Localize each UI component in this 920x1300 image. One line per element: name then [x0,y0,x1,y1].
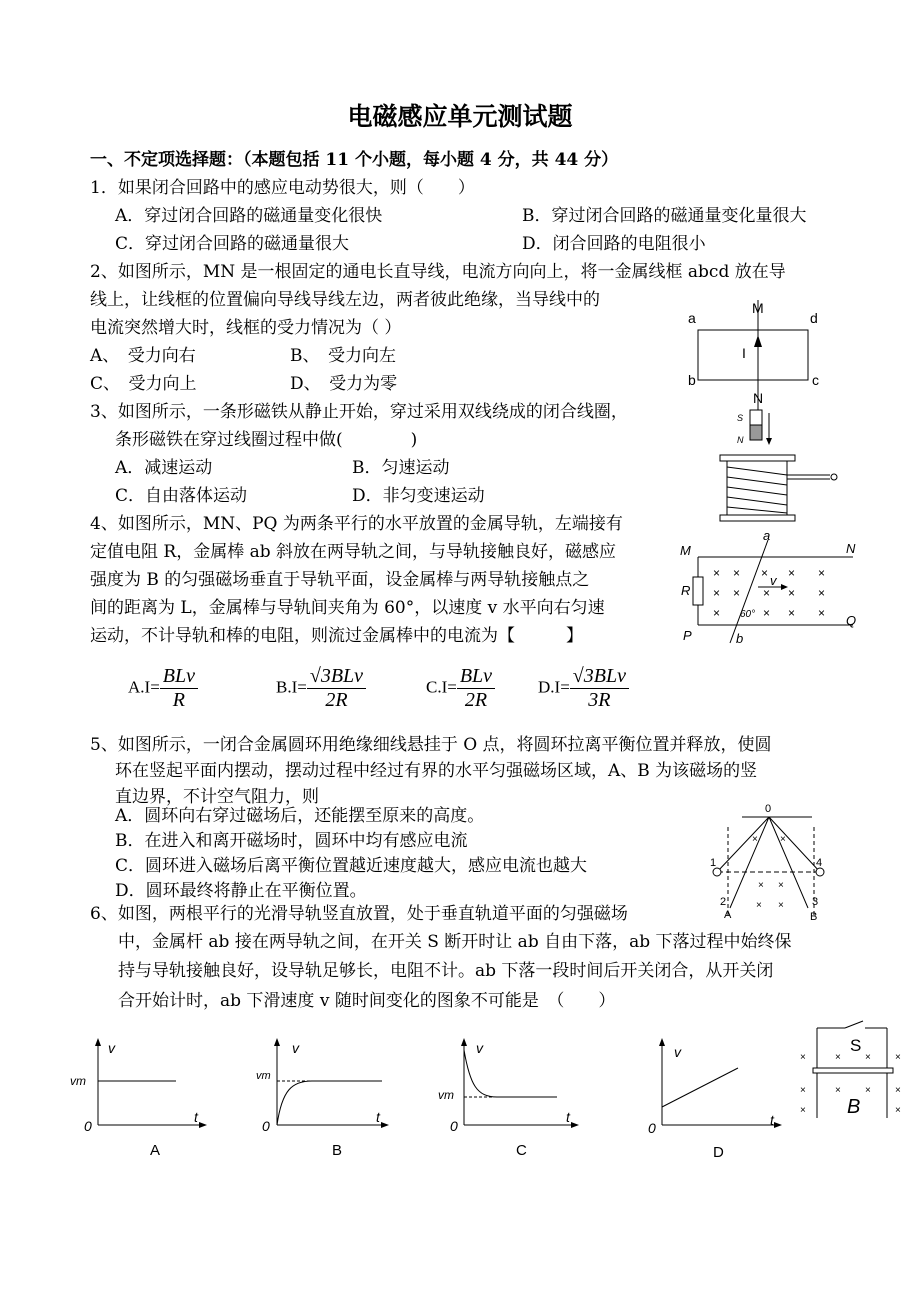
q4-line: 强度为 B 的匀强磁场垂直于导轨平面，设金属棒与两导轨接触点之 [90,570,590,590]
svg-text:×: × [895,1052,901,1063]
label-s: S [850,1036,862,1055]
svg-text:×: × [780,834,786,845]
label-m: M [752,300,764,316]
text-label: vm [256,1070,271,1082]
svg-text:×: × [865,1085,871,1096]
q2-line: 电流突然增大时，线框的受力情况为（ ） [90,318,402,338]
text-label: 2R [325,689,348,711]
label-v: v [770,573,777,588]
q6-line: 中，金属杆 ab 接在两导轨之间，在开关 S 断开时让 ab 自由下落，ab 下落过程中始终保 [118,932,792,952]
q4-line: 运动，不计导轨和棒的电阻，则流过金属棒中的电流为【 】 [90,626,583,646]
text-label: 0 [648,1120,656,1136]
q5-line: 直边界，不计空气阻力，则 [115,787,319,807]
label-b: B [810,911,818,923]
text-label: B.I= [276,677,307,697]
text-label: v [476,1040,483,1056]
text-label: BLv [457,665,495,689]
text-label: 3R [588,689,611,711]
q1-option-a: A．穿过闭合回路的磁通量变化很快 [115,206,383,226]
q2-option-a: A、 受力向右 [90,346,196,366]
q4-option-d [538,665,629,712]
q3-line: 3、如图所示，一条形磁铁从静止开始，穿过采用双线绕成的闭合线圈， [90,402,628,422]
svg-text:×: × [761,566,769,580]
graph-label: A [150,1142,161,1159]
svg-text:×: × [800,1105,806,1116]
label-c: c [812,372,819,388]
text-label: 0 [450,1118,458,1134]
label-n: N [753,390,764,406]
q1-stem: 1．如果闭合回路中的感应电动势很大，则（ ） [90,178,475,198]
svg-text:×: × [800,1052,806,1063]
svg-text:×: × [895,1085,901,1096]
graph-a [70,1035,210,1165]
text-label: A.I= [128,677,160,697]
text-label: t [770,1112,774,1128]
svg-text:×: × [733,586,741,600]
label-a: A [724,909,732,921]
label-b: b [688,372,696,388]
q2-option-d: D、 受力为零 [290,374,398,394]
q2-option-c: C、 受力向上 [90,374,197,394]
q6-switch-rail-figure [795,1018,915,1123]
svg-text:×: × [835,1052,841,1063]
svg-text:×: × [713,566,721,580]
svg-text:×: × [818,566,826,580]
q5-pendulum-figure [700,800,830,923]
svg-text:×: × [778,900,784,911]
svg-text:×: × [778,880,784,891]
q4-option-c [426,665,495,712]
q5-line: 5、如图所示，一闭合金属圆环用绝缘细线悬挂于 O 点，将圆环拉离平衡位置并释放，使圆 [90,735,772,755]
label-n: N [846,541,856,556]
q4-line: 4、如图所示，MN、PQ 为两条平行的水平放置的金属导轨，左端接有 [90,514,623,534]
label-angle: 60° [740,609,756,620]
q1-option-d: D．闭合回路的电阻很小 [522,234,706,254]
label-m: M [680,543,691,558]
svg-text:×: × [733,566,741,580]
text-label: C.I= [426,677,457,697]
svg-text:×: × [752,834,758,845]
text-label: 0 [84,1118,92,1134]
q5-line: 环在竖起平面内摆动，摆动过程中经过有界的水平匀强磁场区域，A、B 为该磁场的竖 [115,761,758,781]
text-label: √3BLv [570,665,629,689]
label-n: N [737,435,744,445]
text-label: D.I= [538,677,570,697]
text-label: t [194,1109,198,1125]
text-label: v [674,1044,681,1060]
label-o: 0 [765,803,772,815]
text-label: v [108,1040,115,1056]
text-label: BLv [160,665,198,689]
q2-line: 线上，让线框的位置偏向导线导线左边，两者彼此绝缘，当导线中的 [90,290,600,310]
svg-text:×: × [758,880,764,891]
q3-line: 条形磁铁在穿过线圈过程中做( ) [115,430,418,450]
q1-option-b: B．穿过闭合回路的磁通量变化量很大 [522,206,807,226]
q6-line: 合开始计时，ab 下滑速度 v 随时间变化的图象不可能是 （ ） [118,991,616,1011]
label-2: 2 [720,896,727,908]
graph-label: C [516,1142,527,1159]
svg-text:×: × [756,900,762,911]
text-label: t [376,1109,380,1125]
label-d: d [810,310,818,326]
svg-text:×: × [865,1052,871,1063]
graph-label: B [332,1142,343,1159]
label-b: B [847,1096,861,1118]
label-3: 3 [812,896,819,908]
q4-option-a [128,665,198,712]
q3-magnet-coil-figure [715,405,845,525]
svg-text:×: × [713,606,721,620]
label-s: S [737,413,744,423]
label-q: Q [846,613,857,628]
svg-text:×: × [835,1085,841,1096]
q4-rail-figure [678,528,858,650]
svg-text:×: × [818,606,826,620]
text-label: R [172,689,185,711]
text-label: √3BLv [307,665,366,689]
q2-wire-frame-figure [680,295,830,410]
label-p: P [683,628,692,643]
q2-option-b: B、 受力向左 [290,346,396,366]
q3-option-b: B．匀速运动 [352,458,450,478]
svg-text:×: × [713,586,721,600]
label-b: b [736,631,744,646]
q4-option-b [276,665,366,712]
q6-line: 持与导轨接触良好，设导轨足够长，电阻不计。ab 下落一段时间后开关闭合，从开关闭 [118,961,774,981]
text-label: vm [70,1074,86,1088]
label-r: R [681,583,691,598]
text-label: vm [438,1088,454,1102]
label-4: 4 [816,857,823,869]
svg-text:×: × [788,586,796,600]
graph-d [640,1035,790,1165]
svg-text:×: × [818,586,826,600]
svg-text:×: × [800,1085,806,1096]
text-label: t [566,1109,570,1125]
svg-text:×: × [788,606,796,620]
svg-text:×: × [763,586,771,600]
label-a: a [688,310,696,326]
text-label: v [292,1040,299,1056]
label-a: a [763,528,771,543]
q6-line: 6、如图，两根平行的光滑导轨竖直放置，处于垂直轨道平面的匀强磁场 [90,904,628,924]
q3-option-a: A．减速运动 [115,458,213,478]
text-label: 2R [464,689,488,711]
graph-c [432,1035,582,1165]
q4-line: 定值电阻 R，金属棒 ab 斜放在两导轨之间，与导轨接触良好，磁感应 [90,542,617,562]
graph-label: D [713,1144,724,1161]
label-1: 1 [710,857,717,869]
svg-text:×: × [788,566,796,580]
graph-b [252,1035,392,1165]
label-i: I [742,345,746,361]
q3-option-d: D．非匀变速运动 [352,486,485,506]
svg-text:×: × [763,606,771,620]
q2-line: 2、如图所示，MN 是一根固定的通电长直导线，电流方向向上，将一金属线框 abcd 放在导 [90,262,786,282]
q1-option-c: C．穿过闭合回路的磁通量很大 [115,234,350,254]
section-heading: 一、不定项选择题：（本题包括 11 个小题，每小题 4 分，共 44 分） [90,150,619,170]
q5-option-b: B．在进入和离开磁场时，圆环中均有感应电流 [115,831,468,851]
q5-option-a: A．圆环向右穿过磁场后，还能摆至原来的高度。 [115,806,485,826]
q4-line: 间的距离为 L，金属棒与导轨间夹角为 60°，以速度 v 水平向右匀速 [90,598,605,618]
text-label: 0 [262,1118,270,1134]
q5-option-c: C．圆环进入磁场后离平衡位置越近速度越大，感应电流也越大 [115,856,588,876]
page-title: 电磁感应单元测试题 [347,102,573,131]
q3-option-c: C．自由落体运动 [115,486,248,506]
svg-text:×: × [895,1105,901,1116]
q5-option-d: D．圆环最终将静止在平衡位置。 [115,881,367,901]
